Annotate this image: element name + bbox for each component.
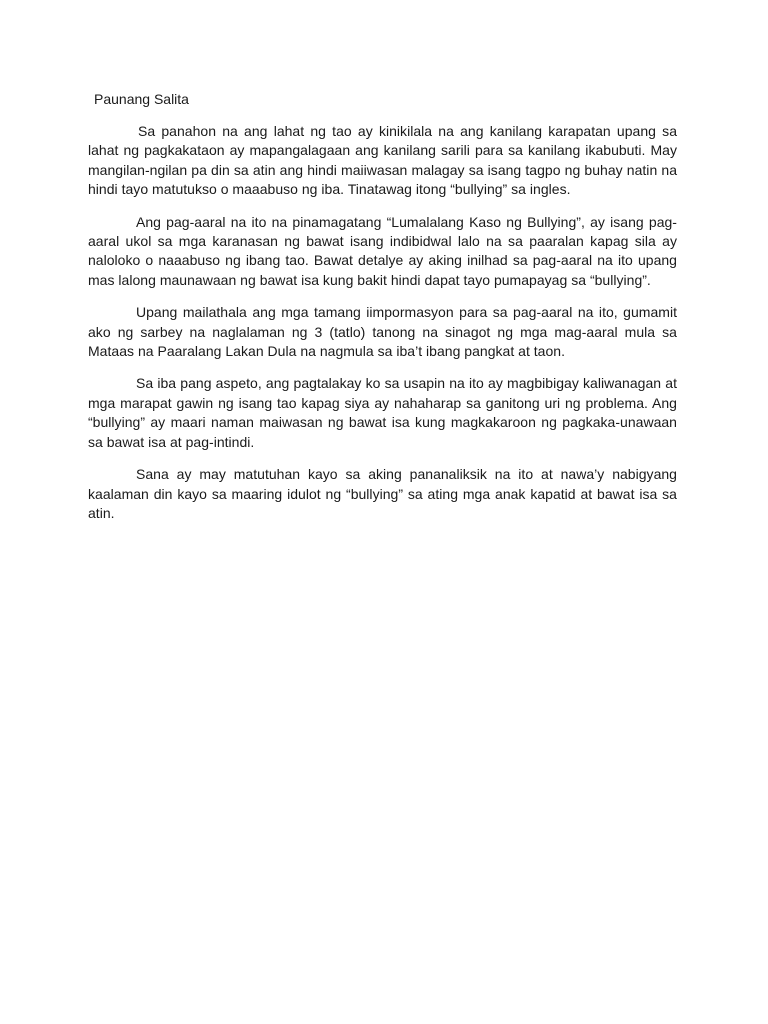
paragraph-3: Upang mailathala ang mga tamang iimpormasyon para sa pag-aaral na ito, gumamit ako ng sarbey na naglalaman ng 3 (tatlo) tanong na sinagot ng mga mag-aaral mula sa Mataas na Paaralang Lakan Dula na nagmula sa iba’t ibang pangkat at taon. xyxy=(88,304,677,360)
document-body xyxy=(88,122,677,536)
page-title: Paunang Salita xyxy=(94,91,189,107)
paragraph-5: Sana ay may matutuhan kayo sa aking pananaliksik na ito at nawa’y nabigyang kaalaman din kayo sa maaring idulot ng “bullying” sa ating mga anak kapatid at bawat isa sa atin. xyxy=(88,466,677,521)
paragraph-2: Ang pag-aaral na ito na pinamagatang “Lumalalang Kaso ng Bullying”, ay isang pag-aaral ukol sa mga karanasan ng bawat isang indibidwal lalo na sa paaralan kapag sila ay naloloko o naaabuso ng ibang tao. Bawat detalye ay aking inilhad sa pag-aaral na ito upang mas lalong maunawaan ng bawat isa kung bakit hindi dapat tayo pumapayag sa “bullying”. xyxy=(88,213,677,288)
paragraph-1: Sa panahon na ang lahat ng tao ay kinikilala na ang kanilang karapatan upang sa lahat ng pagkakataon ay mapangalagaan ang kanilang sarili para sa kanilang ikabubuti. May mangilan-ngilan pa din sa atin ang hindi maiiwasan malagay sa isang tagpo ng buhay natin na hindi tayo matutukso o maaabuso ng iba. Tinatawag itong “bullying” sa ingles. xyxy=(88,123,677,198)
paragraph-4: Sa iba pang aspeto, ang pagtalakay ko sa usapin na ito ay magbibigay kaliwanagan at mga marapat gawin ng isang tao kapag siya ay nahaharap sa ganitong uri ng problema. Ang “bullying” ay maari naman maiwasan ng bawat isa kung magkakaroon ng pagkaka-unawaan sa bawat isa at pag-intindi. xyxy=(88,375,677,450)
